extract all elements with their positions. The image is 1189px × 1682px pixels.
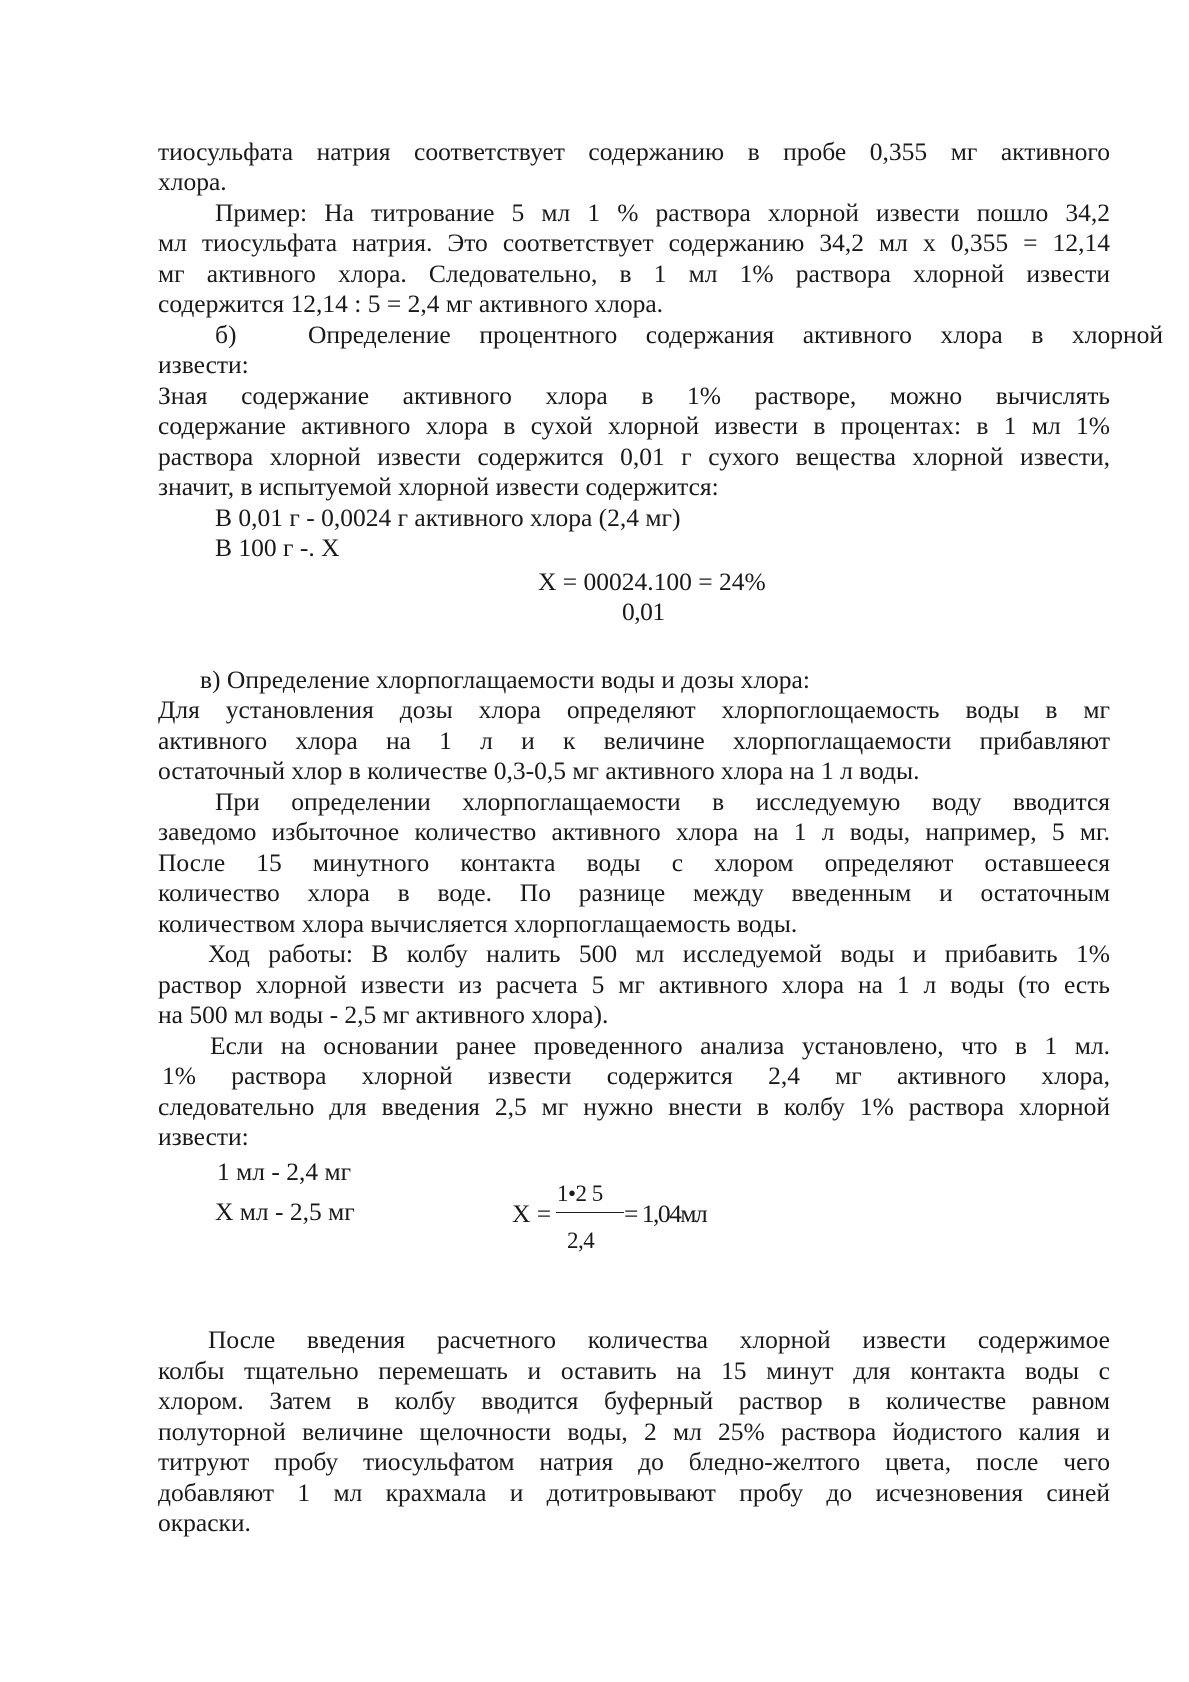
section-b-heading: извести: xyxy=(158,350,249,379)
section-b-text-line: раствора хлорной извести содержится 0,01 г сухого вещества хлорной извести, xyxy=(158,442,1110,471)
paragraph-line: хлора. xyxy=(158,167,227,196)
basis-line: 1% раствора хлорной извести содержится 2,4 мг активного хлора, xyxy=(162,1061,1110,1090)
example-line: мл тиосульфата натрия. Это соответствует содержанию 34,2 мл х 0,355 = 12,14 xyxy=(158,228,1110,257)
dose-formula-lhs: X = xyxy=(512,1199,552,1228)
percent-formula-denominator: 0,01 xyxy=(622,597,665,626)
section-b-marker: б) xyxy=(215,320,237,349)
section-v-para-line: количество хлора в воде. По разнице между введенным и остаточным xyxy=(158,878,1110,907)
procedure-line: раствор хлорной извести из расчета 5 мг активного хлора на 1 л воды (то есть xyxy=(158,970,1110,999)
dose-formula-rhs: = 1,04мл xyxy=(624,1199,707,1228)
example-line: Пример: На титрование 5 мл 1 % раствора хлорной извести пошло 34,2 xyxy=(215,198,1110,227)
section-b-text-line: содержание активного хлора в сухой хлорной извести в процентах: в 1 мл 1% xyxy=(158,411,1110,440)
proportion-line: X мл - 2,5 мг xyxy=(215,1197,355,1226)
final-line: окраски. xyxy=(158,1508,251,1537)
section-b-heading: Определение процентного содержания активного хлора в хлорной xyxy=(308,320,1163,349)
final-line: колбы тщательно перемешать и оставить на 15 минут для контакта воды с xyxy=(158,1356,1110,1385)
section-v-intro-line: Для установления дозы хлора определяют хлорпоглощаемость воды в мг xyxy=(158,695,1110,724)
procedure-line: Ход работы: В колбу налить 500 мл исследуемой воды и прибавить 1% xyxy=(208,939,1110,968)
procedure-line: на 500 мл воды - 2,5 мг активного хлора). xyxy=(158,1000,609,1029)
section-v-intro-line: активного хлора на 1 л и к величине хлорпоглащаемости прибавляют xyxy=(158,726,1110,755)
final-line: добавляют 1 мл крахмала и дотитровывают пробу до исчезновения синей xyxy=(158,1478,1110,1507)
example-line: мг активного хлора. Следовательно, в 1 мл 1% раствора хлорной извести xyxy=(158,259,1110,288)
basis-line: извести: xyxy=(158,1122,249,1151)
section-v-para-line: После 15 минутного контакта воды с хлором определяют оставшееся xyxy=(158,848,1110,877)
section-v-heading: в) Определение хлорпоглащаемости воды и дозы хлора: xyxy=(200,665,810,694)
basis-line: Если на основании ранее проведенного анализа установлено, что в 1 мл. xyxy=(210,1031,1110,1060)
percent-formula: X = 00024.100 = 24% xyxy=(538,567,766,596)
dose-formula-denominator: 2,4 xyxy=(567,1228,595,1253)
proportion-line: В 100 г -. X xyxy=(215,533,340,562)
section-v-para-line: При определении хлорпоглащаемости в исследуемую воду вводится xyxy=(215,787,1110,816)
final-line: После введения расчетного количества хлорной извести содержимое xyxy=(208,1325,1110,1354)
section-b-text-line: Зная содержание активного хлора в 1% растворе, можно вычислять xyxy=(158,381,1110,410)
section-v-para-line: заведомо избыточное количество активного хлора на 1 л воды, например, 5 мг. xyxy=(158,817,1110,846)
final-line: полуторной величине щелочности воды, 2 мл 25% раствора йодистого калия и xyxy=(158,1417,1110,1446)
dose-formula-numerator: 1•2 5 xyxy=(557,1181,603,1206)
example-line: содержится 12,14 : 5 = 2,4 мг активного хлора. xyxy=(158,289,664,318)
proportion-line: 1 мл - 2,4 мг xyxy=(217,1157,352,1186)
final-line: хлором. Затем в колбу вводится буферный раствор в количестве равном xyxy=(158,1386,1110,1415)
proportion-line: В 0,01 г - 0,0024 г активного хлора (2,4 мг) xyxy=(215,503,681,532)
section-v-para-line: количеством хлора вычисляется хлорпоглащаемость воды. xyxy=(158,909,798,938)
section-v-intro-line: остаточный хлор в количестве 0,3-0,5 мг активного хлора на 1 л воды. xyxy=(158,756,920,785)
final-line: титруют пробу тиосульфатом натрия до бледно-желтого цвета, после чего xyxy=(158,1447,1110,1476)
fraction-bar xyxy=(556,1212,624,1213)
paragraph-line: тиосульфата натрия соответствует содержанию в пробе 0,355 мг активного xyxy=(158,137,1110,166)
basis-line: следовательно для введения 2,5 мг нужно внести в колбу 1% раствора хлорной xyxy=(158,1092,1110,1121)
section-b-text-line: значит, в испытуемой хлорной извести содержится: xyxy=(158,472,719,501)
